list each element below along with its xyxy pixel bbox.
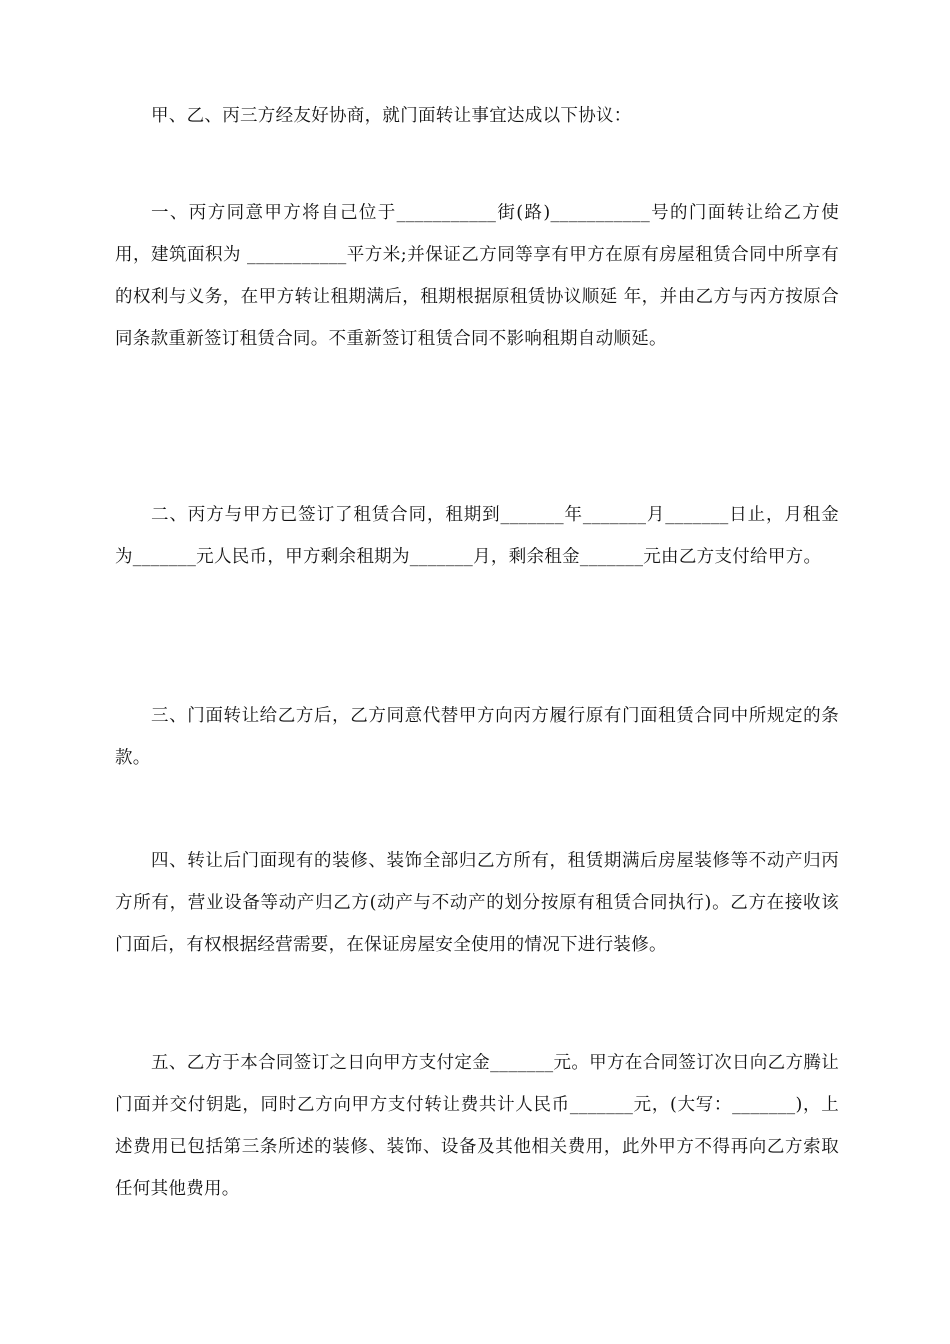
clause-4-paragraph: 四、转让后门面现有的装修、装饰全部归乙方所有，租赁期满后房屋装修等不动产归丙方所有，营业设备等动产归乙方(动产与不动产的划分按原有租赁合同执行)。乙方在接收该门面后，有权根据经营需要，在保证房屋安全使用的情况下进行装修。 — [115, 851, 839, 955]
clause-3-paragraph: 三、门面转让给乙方后，乙方同意代替甲方向丙方履行原有门面租赁合同中所规定的条款。 — [115, 706, 839, 768]
clause-2-paragraph: 二、丙方与甲方已签订了租赁合同，租期到_______年_______月_______日止，月租金为_______元人民币，甲方剩余租期为_______月，剩余租金_______元由乙方支付给甲方。 — [115, 505, 839, 567]
intro-paragraph: 甲、乙、丙三方经友好协商，就门面转让事宜达成以下协议： — [151, 106, 632, 126]
clause-5-paragraph: 五、乙方于本合同签订之日向甲方支付定金_______元。甲方在合同签订次日向乙方腾让门面并交付钥匙，同时乙方向甲方支付转让费共计人民币_______元，(大写：_______)，上述费用已包括第三条所述的装修、装饰、设备及其他相关费用，此外甲方不得再向乙方索取任何其他费用。 — [115, 1053, 839, 1199]
clause-1-paragraph: 一、丙方同意甲方将自己位于___________街(路)___________号的门面转让给乙方使用，建筑面积为 ___________平方米;并保证乙方同等享有甲方在原有房屋租赁合同中所享有的权利与义务，在甲方转让租期满后，租期根据原租赁协议顺延 年，并由乙方与丙方按原合同条款重新签订租赁合同。不重新签订租赁合同不影响租期自动顺延。 — [115, 203, 839, 349]
